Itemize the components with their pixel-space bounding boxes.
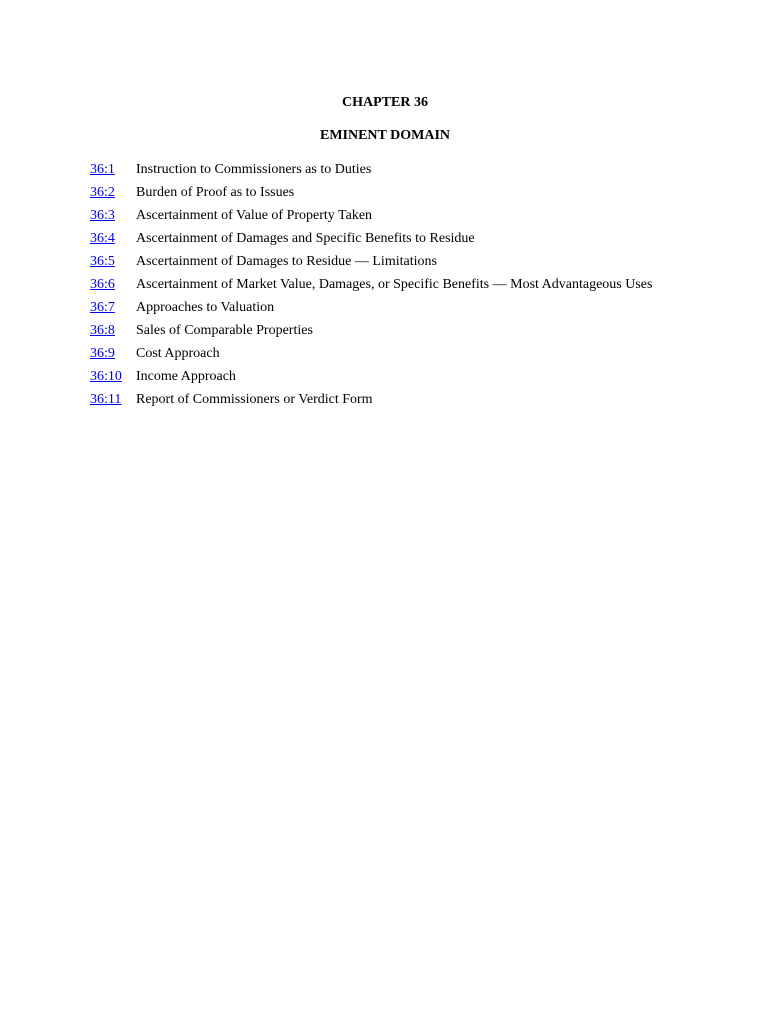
section-title: Sales of Comparable Properties [136, 323, 313, 338]
toc-entry [90, 207, 680, 224]
section-title: Cost Approach [136, 346, 220, 361]
toc-entry [90, 253, 680, 270]
chapter-title: EMINENT DOMAIN [319, 128, 451, 143]
toc-entry [90, 345, 680, 362]
section-title: Ascertainment of Damages to Residue — Limitations [136, 254, 437, 269]
toc-entry [90, 230, 680, 247]
toc-entry [90, 391, 680, 408]
table-of-contents [90, 161, 680, 414]
section-link[interactable]: 36:5 [90, 254, 115, 269]
toc-entry [90, 276, 680, 293]
section-title: Approaches to Valuation [136, 300, 275, 315]
section-link[interactable]: 36:6 [90, 277, 115, 292]
section-link[interactable]: 36:1 [90, 162, 115, 177]
section-link[interactable]: 36:2 [90, 185, 115, 200]
section-title: Burden of Proof as to Issues [136, 185, 295, 200]
section-link[interactable]: 36:3 [90, 208, 115, 223]
toc-entry [90, 184, 680, 201]
section-link[interactable]: 36:7 [90, 300, 115, 315]
section-link[interactable]: 36:10 [90, 369, 122, 384]
toc-entry [90, 322, 680, 339]
toc-entry [90, 299, 680, 316]
section-title: Ascertainment of Market Value, Damages, or Specific Benefits — Most Advantageous Uses [136, 277, 653, 292]
section-link[interactable]: 36:9 [90, 346, 115, 361]
section-link[interactable]: 36:4 [90, 231, 115, 246]
section-title: Report of Commissioners or Verdict Form [136, 392, 373, 407]
toc-entry [90, 161, 680, 178]
section-title: Ascertainment of Value of Property Taken [136, 208, 373, 223]
section-title: Instruction to Commissioners as to Duties [136, 162, 372, 177]
section-title: Ascertainment of Damages and Specific Benefits to Residue [136, 231, 475, 246]
chapter-number: CHAPTER 36 [342, 95, 428, 110]
section-link[interactable]: 36:11 [90, 392, 122, 407]
toc-entry [90, 368, 680, 385]
section-link[interactable]: 36:8 [90, 323, 115, 338]
section-title: Income Approach [136, 369, 236, 384]
